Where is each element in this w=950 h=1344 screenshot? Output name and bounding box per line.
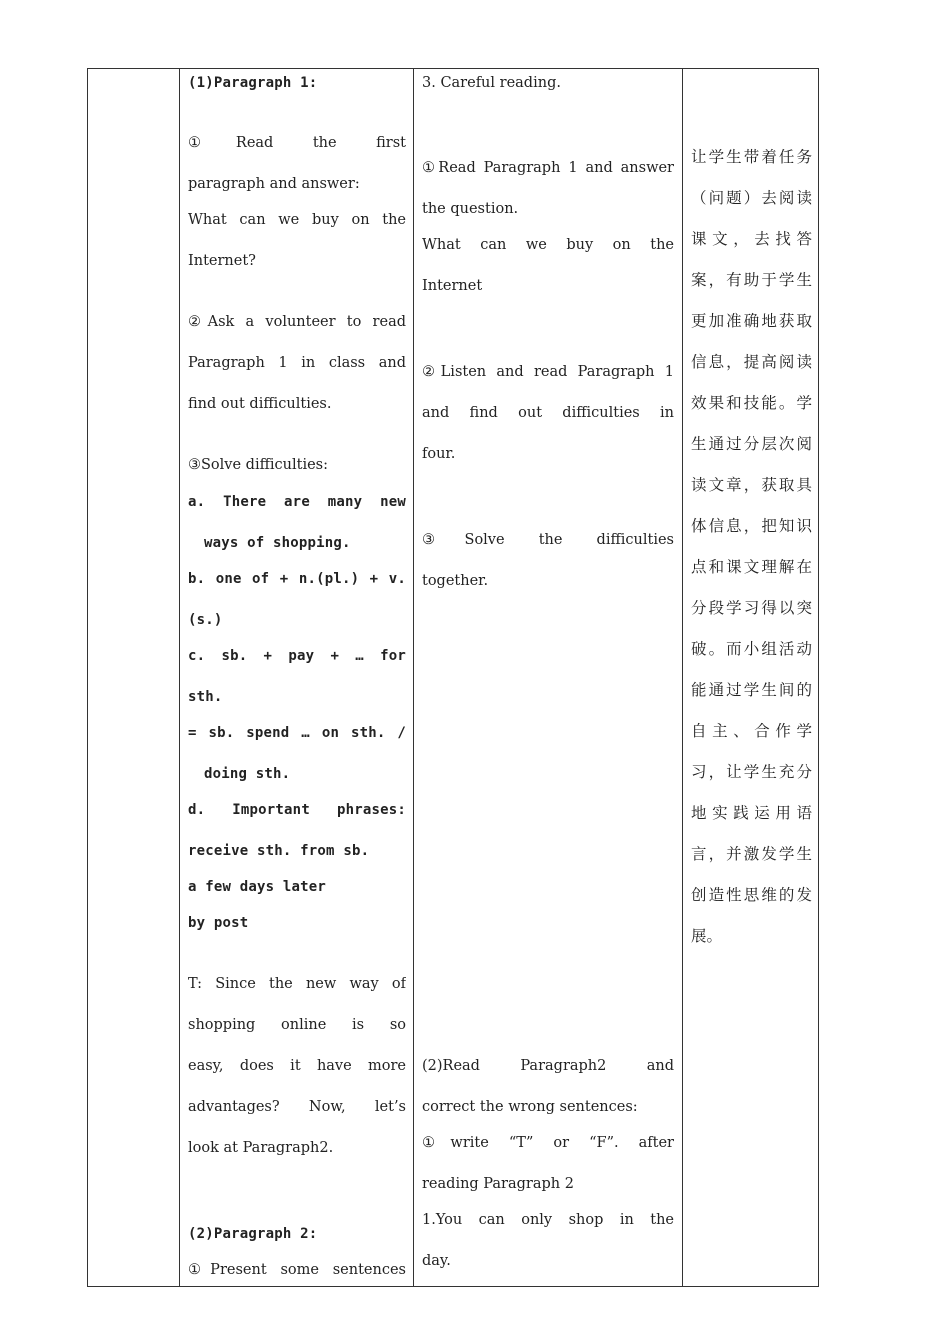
careful-reading-heading: 3. Careful reading.: [422, 75, 561, 91]
column-divider-2: [413, 69, 414, 1287]
column-divider-3: [682, 69, 683, 1287]
rationale-line: 能通过学生间的: [691, 681, 812, 699]
volunteer-instruction-cont: Paragraph 1 in class and: [188, 355, 406, 371]
volunteer-instruction: ②Ask a volunteer to read: [188, 314, 406, 330]
rationale-line: 效果和技能。学: [691, 394, 812, 412]
point-b: b. one of + n.(pl.) + v.: [188, 571, 406, 587]
question-text-cont: Internet?: [188, 253, 256, 269]
phrase-1: receive sth. from sb.: [188, 843, 370, 859]
rationale-line: 分段学习得以突: [691, 599, 812, 617]
point-a-cont: ways of shopping.: [204, 535, 351, 551]
volunteer-instruction-end: find out difficulties.: [188, 396, 332, 412]
read-paragraph-1-cont: the question.: [422, 201, 519, 217]
rationale-line: 创造性思维的发: [691, 886, 812, 904]
question-text: What can we buy on the: [188, 212, 406, 228]
rationale-line: 读文章，获取具: [691, 476, 812, 494]
rationale-line: 更加准确地获取: [691, 312, 812, 330]
listen-and-read-end: four.: [422, 446, 456, 462]
rationale-line: 案，有助于学生: [691, 271, 812, 289]
rationale-line: 自主、合作学: [691, 722, 812, 740]
point-d: d. Important phrases:: [188, 802, 406, 818]
rationale-line: 生通过分层次阅: [691, 435, 812, 453]
rationale-line: 让学生带着任务: [691, 148, 812, 166]
student-activity-column: [422, 69, 674, 1287]
point-c-equivalent: = sb. spend … on sth. /: [188, 725, 406, 741]
phrase-2: a few days later: [188, 879, 327, 895]
rationale-line: 展。: [691, 927, 723, 945]
rationale-line: 信息，提高阅读: [691, 353, 812, 371]
sentence-1-cont: day.: [422, 1253, 451, 1269]
point-a: a. There are many new: [188, 494, 406, 510]
solve-together: ③Solve the difficulties: [422, 532, 674, 548]
solve-together-cont: together.: [422, 573, 489, 589]
point-c-equivalent-cont: doing sth.: [204, 766, 291, 782]
teacher-transition-2: shopping online is so: [188, 1017, 406, 1033]
read-paragraph-2-cont: correct the wrong sentences:: [422, 1099, 638, 1115]
paragraph-1-heading: (1)Paragraph 1:: [188, 75, 318, 91]
present-sentences: ①Present some sentences: [188, 1262, 406, 1278]
point-c: c. sb. + pay + … for: [188, 648, 406, 664]
read-paragraph-2: (2)Read Paragraph2 and: [422, 1058, 674, 1074]
teacher-transition-4: advantages? Now, let’s: [188, 1099, 406, 1115]
rationale-line: 点和课文理解在: [691, 558, 812, 576]
teacher-transition-3: easy, does it have more: [188, 1058, 406, 1074]
phrase-3: by post: [188, 915, 249, 931]
point-b-cont: (s.): [188, 612, 223, 628]
column-divider-1: [179, 69, 180, 1287]
teacher-transition: T: Since the new way of: [188, 976, 406, 992]
rationale-line: 习，让学生充分: [691, 763, 812, 781]
sentence-1: 1.You can only shop in the: [422, 1212, 674, 1228]
point-c-cont: sth.: [188, 689, 223, 705]
rationale-line: （问题）去阅读: [691, 189, 812, 207]
true-false-instruction: ①write “T” or “F”. after: [422, 1135, 674, 1151]
rationale-line: 地实践运用语: [691, 804, 812, 822]
student-question-cont: Internet: [422, 278, 483, 294]
solve-difficulties-heading: ③Solve difficulties:: [188, 457, 329, 473]
teacher-transition-5: look at Paragraph2.: [188, 1140, 334, 1156]
read-instruction: ①Read the first: [188, 135, 406, 151]
design-rationale-column: [691, 69, 812, 1287]
paragraph-2-heading: (2)Paragraph 2:: [188, 1226, 318, 1242]
rationale-line: 言，并激发学生: [691, 845, 812, 863]
read-paragraph-1: ①Read Paragraph 1 and answer: [422, 160, 674, 176]
listen-and-read: ②Listen and read Paragraph 1: [422, 364, 674, 380]
rationale-line: 课文，去找答: [691, 230, 812, 248]
listen-and-read-cont: and find out difficulties in: [422, 405, 674, 421]
rationale-line: 体信息，把知识: [691, 517, 812, 535]
true-false-instruction-cont: reading Paragraph 2: [422, 1176, 574, 1192]
student-question: What can we buy on the: [422, 237, 674, 253]
rationale-line: 破。而小组活动: [691, 640, 812, 658]
teacher-activity-column: [188, 69, 406, 1287]
read-instruction-cont: paragraph and answer:: [188, 176, 360, 192]
